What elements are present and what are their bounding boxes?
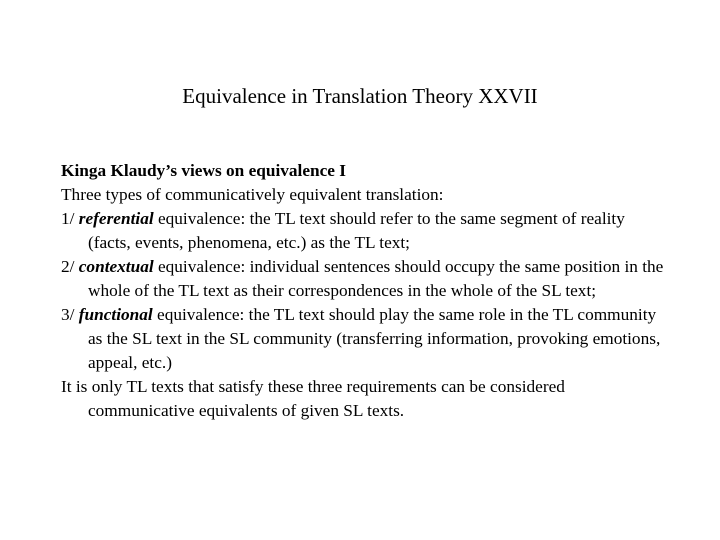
- item-number: 3/: [61, 305, 79, 324]
- list-item-referential: [61, 207, 671, 255]
- slide-body: [61, 159, 671, 423]
- slide-title: Equivalence in Translation Theory XXVII: [182, 84, 538, 108]
- list-item-contextual: [61, 255, 671, 303]
- item-text: equivalence: individual sentences should occupy the same position in the whole of the TL text as their correspondences in the whole of the SL text;: [88, 257, 664, 300]
- section-heading: Kinga Klaudy’s views on equivalence I: [61, 161, 347, 180]
- conclusion-paragraph: It is only TL texts that satisfy these three requirements can be considered communicative equivalents of given SL texts.: [61, 377, 565, 420]
- item-term: functional: [78, 305, 153, 324]
- item-number: 1/: [61, 209, 79, 228]
- item-term: referential: [78, 209, 154, 228]
- item-text: equivalence: the TL text should refer to the same segment of reality (facts, events, phenomena, etc.) as the TL text;: [88, 209, 625, 252]
- list-item-functional: [61, 303, 671, 375]
- intro-line: Three types of communicatively equivalent translation:: [61, 185, 444, 204]
- item-text: equivalence: the TL text should play the same role in the TL community as the SL text in the SL community (transferring information, provoking emotions, appeal, etc.): [88, 305, 661, 372]
- item-number: 2/: [61, 257, 79, 276]
- item-term: contextual: [78, 257, 154, 276]
